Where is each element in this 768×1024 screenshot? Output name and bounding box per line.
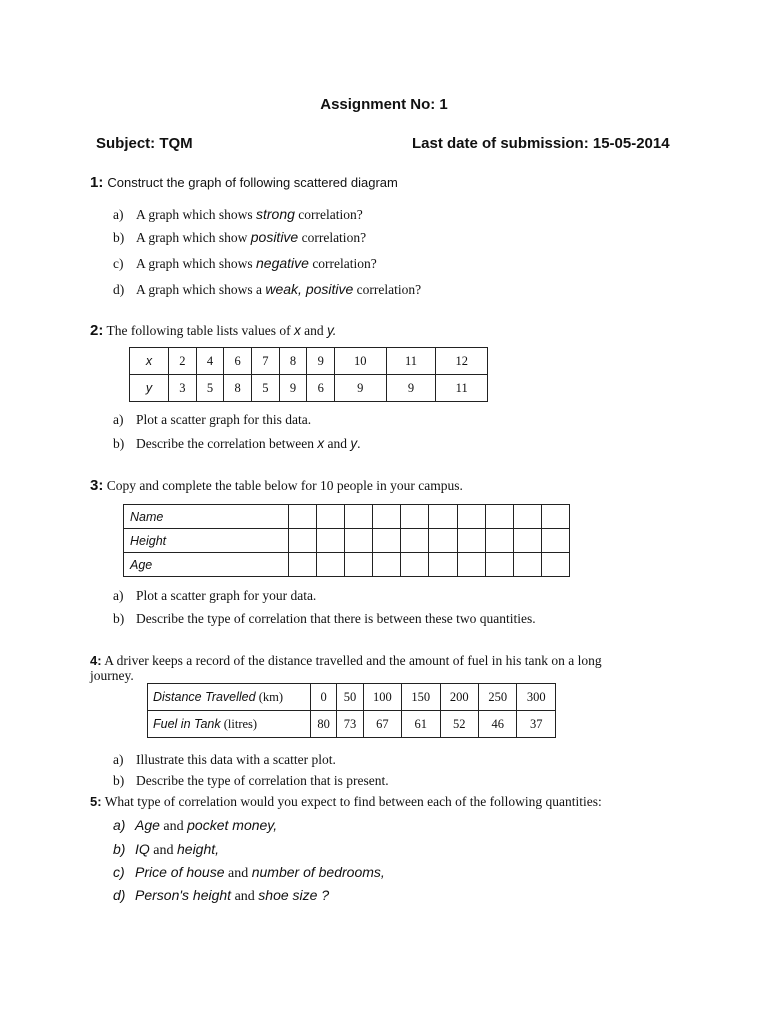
question-text: What type of correlation would you expect to find between each of the following quantities: — [101, 794, 602, 809]
empty-cell — [289, 529, 317, 553]
item-text: A graph which shows — [136, 256, 256, 271]
table-cell: 12 — [436, 348, 488, 375]
empty-cell — [289, 505, 317, 529]
list-item — [113, 436, 361, 452]
table-row — [124, 505, 570, 529]
table-cell: 46 — [479, 711, 517, 738]
question-text: A driver keeps a record of the distance travelled and the amount of fuel in his tank on a long — [101, 653, 602, 668]
table-cell: 300 — [517, 684, 556, 711]
table-row — [124, 529, 570, 553]
table-cell: 8 — [279, 348, 307, 375]
table-cell: 50 — [337, 684, 363, 711]
empty-cell — [345, 553, 373, 577]
table-cell: 6 — [307, 375, 335, 402]
quantity-a: IQ — [135, 841, 150, 857]
item-text: A graph which show — [136, 230, 251, 245]
item-text: A graph which shows — [136, 207, 256, 222]
list-item — [113, 773, 389, 789]
item-text: correlation? — [294, 207, 363, 222]
table-cell: 11 — [386, 348, 436, 375]
empty-cell — [485, 529, 513, 553]
table-cell: 9 — [307, 348, 335, 375]
table-cell: 9 — [335, 375, 387, 402]
item-text: . — [357, 436, 361, 451]
item-emphasis: strong — [256, 206, 295, 222]
item-label: c) — [113, 864, 125, 880]
xy-values-table — [129, 347, 488, 402]
list-item — [113, 588, 316, 604]
item-text: and — [149, 843, 177, 858]
table-cell: 5 — [196, 375, 224, 402]
item-label: b) — [113, 773, 125, 788]
item-label: c) — [113, 256, 124, 271]
empty-cell — [401, 505, 429, 529]
question-text: and — [300, 323, 327, 338]
empty-cell — [345, 505, 373, 529]
table-cell: 10 — [335, 348, 387, 375]
question-4-continuation: journey. — [90, 668, 134, 683]
item-text: Plot a scatter graph for your data. — [136, 588, 317, 603]
item-label: b) — [113, 611, 125, 626]
quantity-a: Price of house — [135, 864, 225, 880]
question-number: 2: — [90, 322, 104, 339]
item-text: Describe the correlation between — [136, 436, 318, 451]
table-cell: 3 — [169, 375, 197, 402]
item-text: Plot a scatter graph for this data. — [136, 412, 312, 427]
table-row — [148, 711, 556, 738]
empty-cell — [485, 553, 513, 577]
header-unit: (litres) — [220, 716, 258, 731]
item-text: and — [224, 866, 252, 881]
item-text: correlation? — [298, 230, 367, 245]
item-label: b) — [113, 230, 125, 245]
table-row — [148, 684, 556, 711]
row-header-height: Height — [124, 529, 289, 553]
table-cell: 4 — [196, 348, 224, 375]
empty-cell — [373, 553, 401, 577]
empty-cell — [429, 529, 457, 553]
header-unit: (km) — [255, 689, 284, 704]
empty-cell — [345, 529, 373, 553]
empty-cell — [429, 505, 457, 529]
table-row — [130, 375, 488, 402]
list-item — [113, 611, 536, 627]
table-cell: 200 — [440, 684, 478, 711]
empty-cell — [541, 553, 569, 577]
item-label: a) — [113, 207, 124, 222]
table-cell: 9 — [279, 375, 307, 402]
item-emphasis: positive — [250, 229, 299, 245]
question-1-heading — [90, 174, 398, 192]
question-text: Copy and complete the table below for 10 people in your campus. — [103, 478, 463, 493]
question-5-heading — [90, 794, 602, 810]
table-cell: 52 — [440, 711, 478, 738]
question-number: 3: — [90, 477, 104, 494]
question-3-heading — [90, 477, 463, 494]
empty-cell — [485, 505, 513, 529]
empty-cell — [457, 529, 485, 553]
empty-cell — [373, 529, 401, 553]
variable-x: x — [293, 323, 301, 338]
table-cell: 80 — [311, 711, 337, 738]
empty-cell — [541, 505, 569, 529]
list-item — [113, 412, 311, 428]
question-4-heading — [90, 653, 602, 669]
quantity-a: Person's height — [135, 887, 232, 903]
empty-cell — [457, 505, 485, 529]
item-label: a) — [113, 588, 124, 603]
table-cell: 5 — [252, 375, 280, 402]
table-cell: 8 — [224, 375, 252, 402]
header-label: Fuel in Tank — [153, 716, 221, 731]
empty-cell — [513, 529, 541, 553]
item-text: and — [231, 889, 259, 904]
variable-y: y. — [326, 323, 337, 338]
list-item — [113, 752, 336, 768]
list-item — [113, 817, 277, 835]
table-cell: 100 — [363, 684, 401, 711]
list-item — [113, 255, 377, 272]
row-header-fuel — [148, 711, 311, 738]
empty-cell — [317, 553, 345, 577]
empty-cell — [513, 553, 541, 577]
question-text: The following table lists values of — [103, 323, 294, 338]
quantity-b: shoe size ? — [258, 887, 330, 903]
item-label: a) — [113, 752, 124, 767]
table-row — [130, 348, 488, 375]
quantity-a: Age — [135, 817, 160, 833]
row-header-name: Name — [124, 505, 289, 529]
table-cell: 37 — [517, 711, 556, 738]
item-text: Illustrate this data with a scatter plot. — [136, 752, 336, 767]
variable-y: y — [350, 436, 358, 451]
assignment-title: Assignment No: 1 — [320, 96, 448, 113]
table-cell: 250 — [479, 684, 517, 711]
table-cell: 61 — [402, 711, 440, 738]
people-table — [123, 504, 570, 577]
subject-label: Subject: TQM — [96, 135, 193, 152]
empty-cell — [373, 505, 401, 529]
item-text: and — [159, 819, 188, 834]
table-cell: 11 — [436, 375, 488, 402]
row-header-distance — [148, 684, 311, 711]
question-number: 4: — [90, 653, 102, 668]
table-cell: 67 — [363, 711, 401, 738]
item-emphasis: negative — [256, 255, 309, 271]
item-label: d) — [113, 887, 126, 903]
list-item — [113, 229, 366, 246]
item-label: d) — [113, 282, 125, 297]
list-item — [113, 887, 329, 905]
table-cell: 6 — [224, 348, 252, 375]
empty-cell — [401, 529, 429, 553]
item-text: Describe the type of correlation that is present. — [136, 773, 389, 788]
empty-cell — [317, 505, 345, 529]
distance-fuel-table — [147, 683, 556, 738]
item-label: b) — [113, 436, 125, 451]
question-text: Construct the graph of following scattered diagram — [107, 175, 398, 190]
item-text: Describe the type of correlation that there is between these two quantities. — [136, 611, 536, 626]
list-item — [113, 281, 421, 298]
table-cell: 7 — [252, 348, 280, 375]
empty-cell — [429, 553, 457, 577]
empty-cell — [513, 505, 541, 529]
row-header-x: x — [130, 348, 169, 375]
item-label: a) — [113, 817, 126, 833]
item-label: b) — [113, 841, 126, 857]
empty-cell — [401, 553, 429, 577]
variable-x: x — [317, 436, 325, 451]
submission-date: Last date of submission: 15-05-2014 — [412, 135, 670, 152]
list-item — [113, 206, 363, 223]
item-text: and — [324, 436, 351, 451]
item-emphasis: weak, positive — [265, 281, 354, 297]
item-text: A graph which shows a — [136, 282, 266, 297]
row-header-age: Age — [124, 553, 289, 577]
quantity-b: height, — [177, 841, 220, 857]
table-cell: 9 — [386, 375, 436, 402]
item-text: correlation? — [308, 256, 377, 271]
quantity-b: number of bedrooms, — [251, 864, 385, 880]
table-cell: 2 — [169, 348, 197, 375]
empty-cell — [541, 529, 569, 553]
question-number: 5: — [90, 794, 102, 809]
list-item — [113, 864, 385, 882]
question-number: 1: — [90, 174, 104, 191]
table-cell: 0 — [311, 684, 337, 711]
quantity-b: pocket money, — [187, 817, 278, 833]
row-header-y: y — [130, 375, 169, 402]
table-cell: 150 — [402, 684, 440, 711]
empty-cell — [289, 553, 317, 577]
empty-cell — [457, 553, 485, 577]
question-2-heading — [90, 322, 336, 339]
item-text: correlation? — [353, 282, 422, 297]
table-row — [124, 553, 570, 577]
item-label: a) — [113, 412, 124, 427]
list-item — [113, 841, 219, 859]
table-cell: 73 — [337, 711, 363, 738]
empty-cell — [317, 529, 345, 553]
header-label: Distance Travelled — [153, 689, 256, 704]
